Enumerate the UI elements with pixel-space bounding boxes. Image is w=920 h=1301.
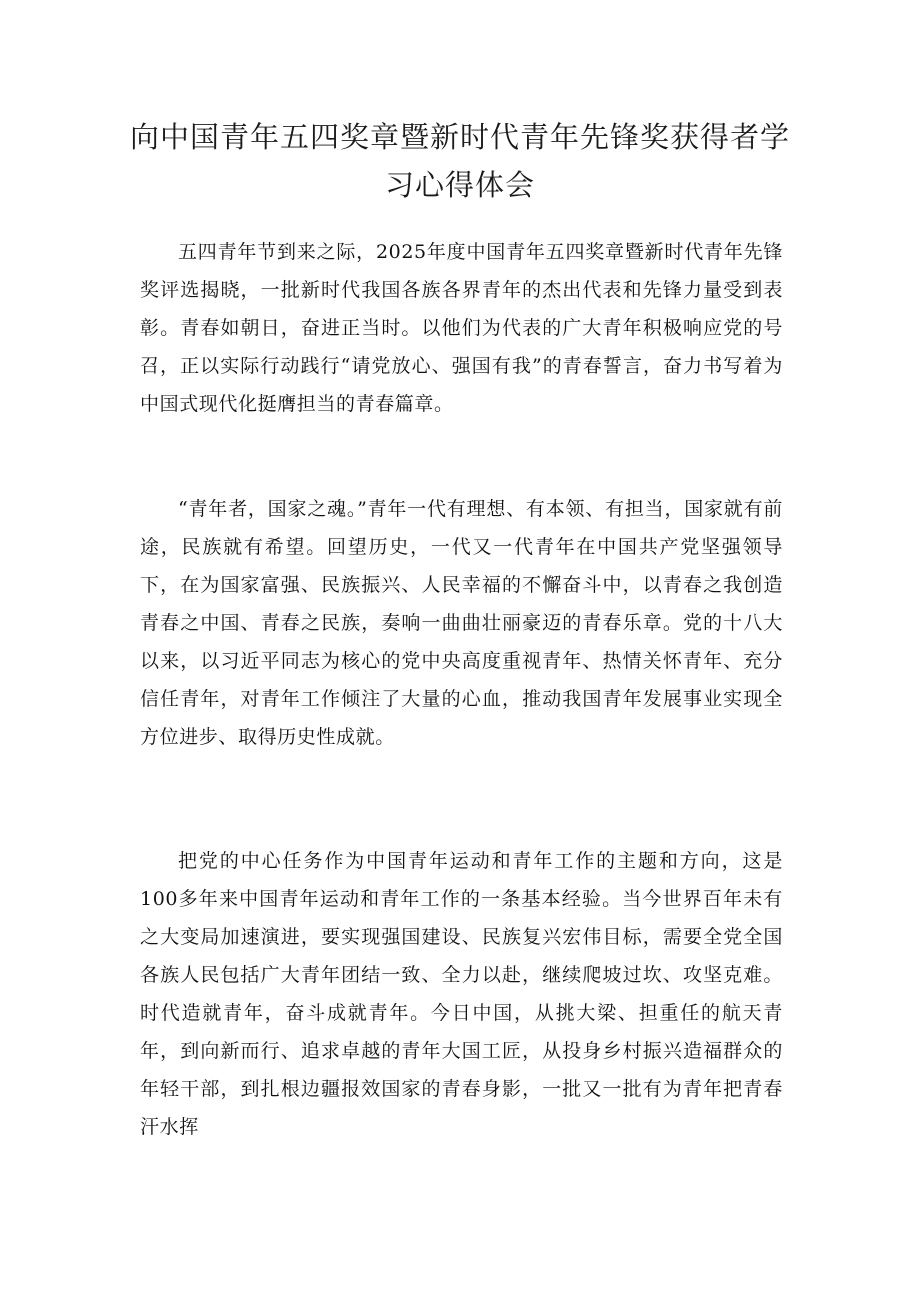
paragraph-2: “青年者，国家之魂。”青年一代有理想、有本领、有担当，国家就有前途，民族就有希望。回望历史，一代又一代青年在中国共产党坚强领导下，在为国家富强、民族振兴、人民幸福的不懈奋斗中，以青春之我创造青春之中国、青春之民族，奏响一曲曲壮丽豪迈的青春乐章。党的十八大以来，以习近平同志为核心的党中央高度重视青年、热情关怀青年、充分信任青年，对青年工作倾注了大量的心血，推动我国青年发展事业实现全方位进步、取得历史性成就。 bbox=[140, 498, 783, 748]
paragraph-1: 五四青年节到来之际，2025年度中国青年五四奖章暨新时代青年先锋奖评选揭晓，一批新时代我国各族各界青年的杰出代表和先锋力量受到表彰。青春如朝日，奋进正当时。以他们为代表的广大青年积极响应党的号召，正以实际行动践行“请党放心、强国有我”的青春誓言，奋力书写着为中国式现代化挺膺担当的青春篇章。 bbox=[140, 241, 783, 415]
paragraph-3: 把党的中心任务作为中国青年运动和青年工作的主题和方向，这是100多年来中国青年运动和青年工作的一条基本经验。当今世界百年未有之大变局加速演进，要实现强国建设、民族复兴宏伟目标，需要全党全国各族人民包括广大青年团结一致、全力以赴，继续爬坡过坎、攻坚克难。时代造就青年，奋斗成就青年。今日中国，从挑大梁、担重任的航天青年，到向新而行、追求卓越的青年大国工匠，从投身乡村振兴造福群众的年轻干部，到扎根边疆报效国家的青春身影，一批又一批有为青年把青春汗水挥 bbox=[140, 850, 783, 1138]
document-title: 向中国青年五四奖章暨新时代青年先锋奖获得者学习心得体会 bbox=[129, 120, 790, 202]
